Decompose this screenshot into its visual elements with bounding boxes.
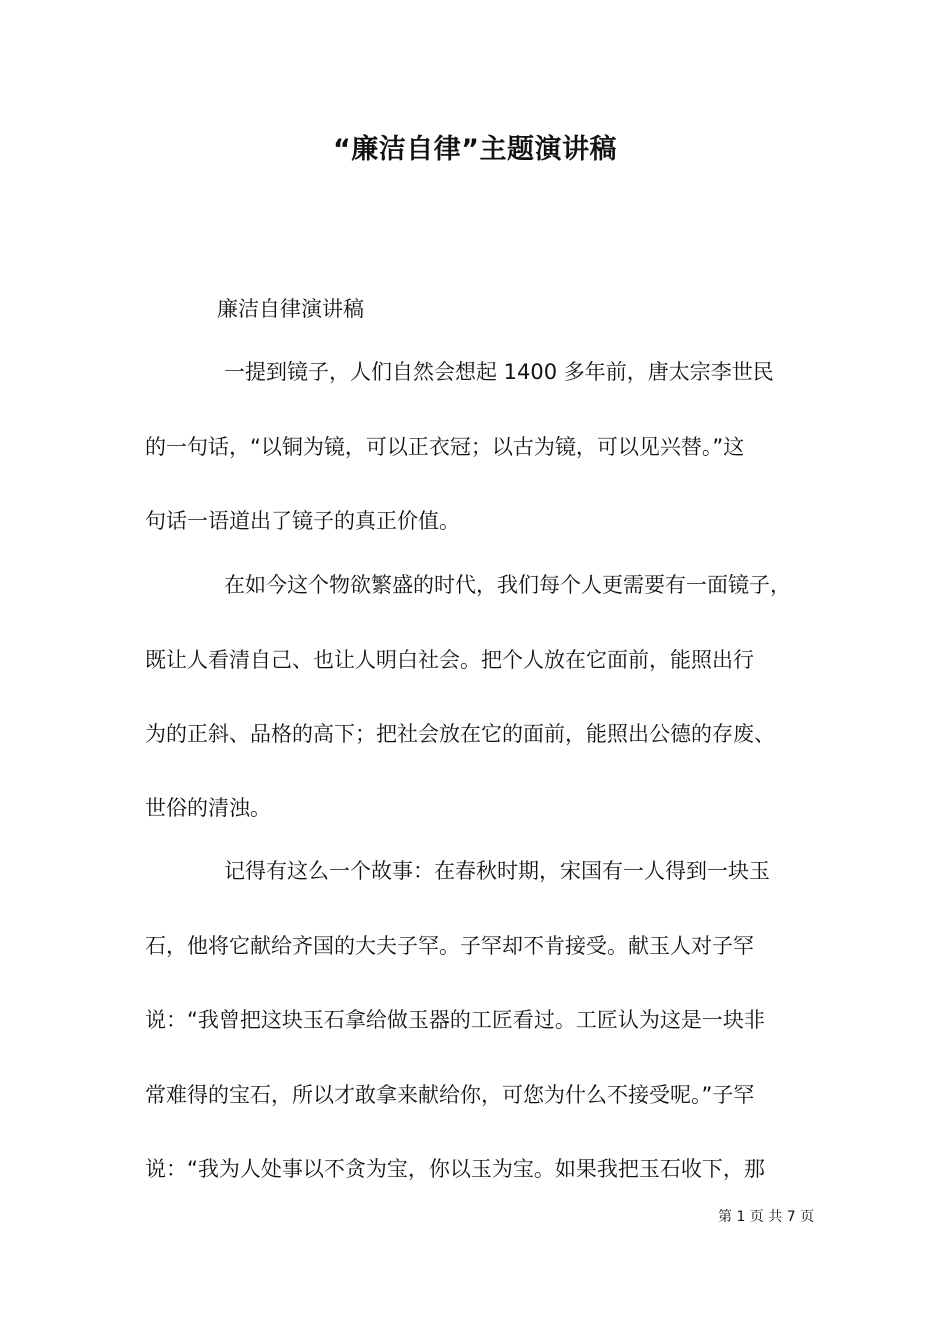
document-title: “廉洁自律”主题演讲稿 bbox=[333, 134, 617, 165]
page-number-footer: 第 1 页 共 7 页 bbox=[718, 1209, 815, 1225]
body-line-4: 在如今这个物欲繁盛的时代，我们每个人更需要有一面镜子， bbox=[224, 573, 791, 597]
body-line-9: 石，他将它献给齐国的大夫子罕。子罕却不肯接受。献玉人对子罕 bbox=[145, 934, 754, 958]
body-line-8: 记得有这么一个故事：在春秋时期，宋国有一人得到一块玉 bbox=[224, 859, 770, 883]
body-line-11: 常难得的宝石，所以才敢拿来献给你，可您为什么不接受呢。”子罕 bbox=[145, 1083, 755, 1107]
body-line-7: 世俗的清浊。 bbox=[145, 796, 271, 820]
body-line-2: 的一句话，“以铜为镜，可以正衣冠；以古为镜，可以见兴替。”这 bbox=[145, 435, 745, 459]
body-line-5: 既让人看清自己、也让人明白社会。把个人放在它面前，能照出行 bbox=[145, 648, 754, 672]
body-line-3: 句话一语道出了镜子的真正价值。 bbox=[145, 509, 460, 533]
body-line-12: 说：“我为人处事以不贪为宝，你以玉为宝。如果我把玉石收下，那 bbox=[145, 1157, 765, 1181]
body-line-6: 为的正斜、品格的高下；把社会放在它的面前，能照出公德的存废、 bbox=[145, 722, 775, 746]
subtitle-line: 廉洁自律演讲稿 bbox=[217, 297, 364, 321]
body-line-10: 说：“我曾把这块玉石拿给做玉器的工匠看过。工匠认为这是一块非 bbox=[145, 1008, 765, 1032]
body-line-1: 一提到镜子，人们自然会想起 1400 多年前，唐太宗李世民 bbox=[224, 360, 774, 384]
